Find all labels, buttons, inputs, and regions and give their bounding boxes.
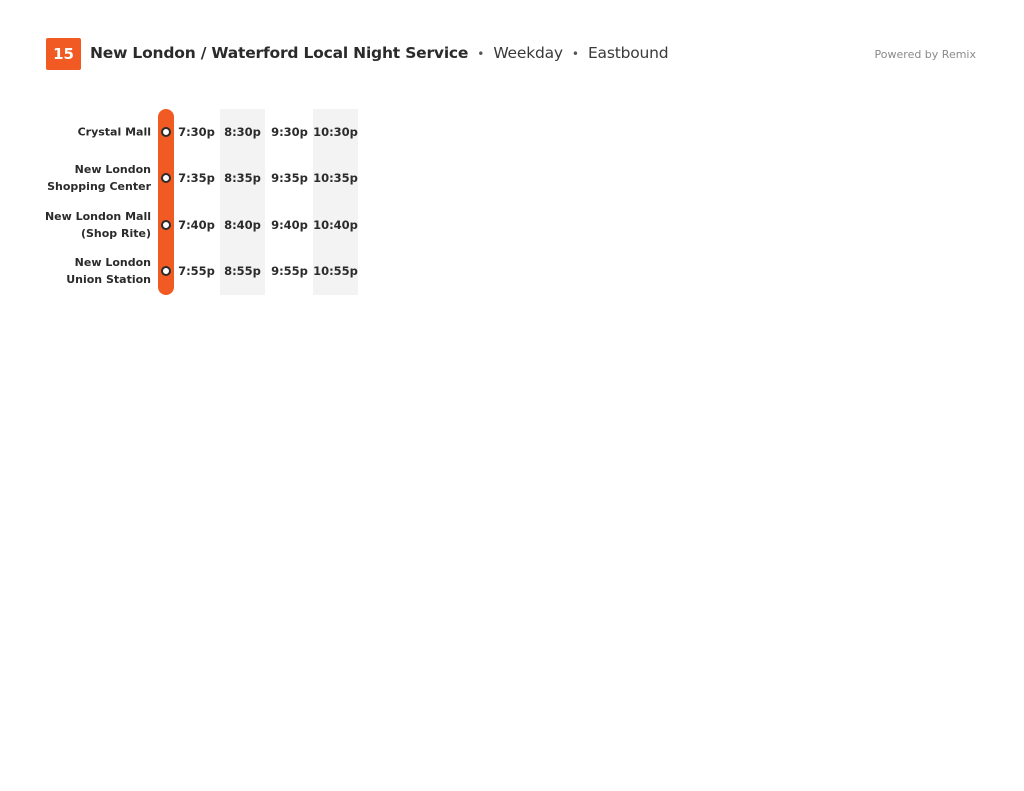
powered-by-label: Powered by Remix xyxy=(874,48,976,61)
stop-name-crystal-mall xyxy=(31,124,151,141)
title-separator: • xyxy=(477,47,485,61)
time-cell: 7:30p xyxy=(178,125,215,139)
direction: Eastbound xyxy=(587,44,669,62)
stop-name-line: Crystal Mall xyxy=(77,125,151,139)
title-separator: • xyxy=(571,47,579,61)
time-cell: 9:40p xyxy=(271,218,308,232)
time-cell: 10:30p xyxy=(313,125,358,139)
time-cell: 8:30p xyxy=(224,125,261,139)
time-cell: 9:35p xyxy=(271,171,308,185)
page-header xyxy=(46,38,976,72)
time-cell: 10:35p xyxy=(313,171,358,185)
stop-name-line: New London Mall xyxy=(44,210,151,223)
stop-marker-icon xyxy=(161,266,171,276)
timetable xyxy=(40,109,370,295)
time-cell: 7:40p xyxy=(178,218,215,232)
stop-name-line: (Shop Rite) xyxy=(80,227,151,240)
time-cell: 9:55p xyxy=(271,264,308,278)
stop-marker-icon xyxy=(161,220,171,230)
route-number-badge: 15 xyxy=(46,38,81,70)
stop-name-new-london-mall xyxy=(31,208,151,242)
time-cell: 7:55p xyxy=(178,264,215,278)
time-cell: 9:30p xyxy=(271,125,308,139)
stop-name-line: Union Station xyxy=(66,273,151,286)
stop-name-line: Shopping Center xyxy=(47,180,151,193)
time-cell: 8:40p xyxy=(224,218,261,232)
stop-marker-icon xyxy=(161,173,171,183)
stop-marker-icon xyxy=(161,127,171,137)
time-cell: 8:55p xyxy=(224,264,261,278)
time-cell: 7:35p xyxy=(178,171,215,185)
time-cell: 10:55p xyxy=(313,264,358,278)
stop-name-new-london-shopping-center xyxy=(31,161,151,195)
stop-name-new-london-union-station xyxy=(31,254,151,288)
route-title-line xyxy=(90,44,668,62)
route-name: New London / Waterford Local Night Service xyxy=(90,44,469,62)
stop-name-line: New London xyxy=(74,163,151,176)
time-cell: 10:40p xyxy=(313,218,358,232)
day-type: Weekday xyxy=(493,44,563,62)
time-cell: 8:35p xyxy=(224,171,261,185)
stop-name-line: New London xyxy=(74,256,151,269)
